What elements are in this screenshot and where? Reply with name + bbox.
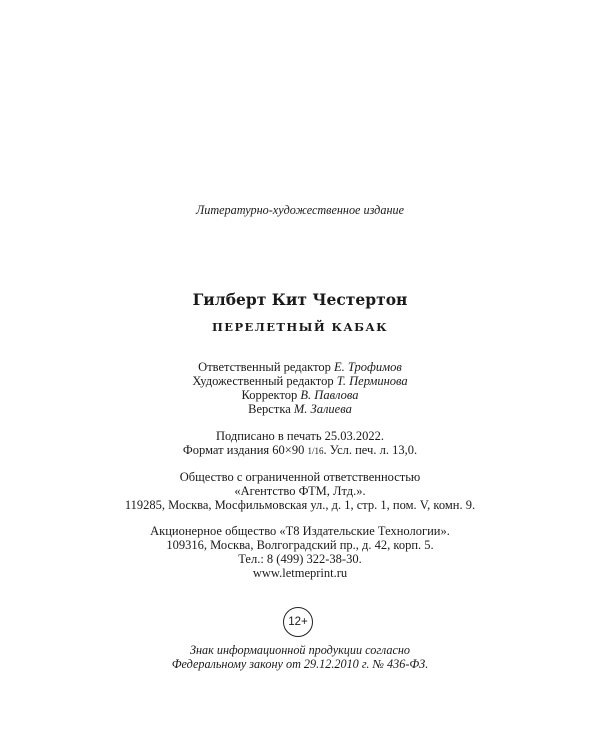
author-name: Гилберт Кит Честертон — [192, 290, 408, 309]
age-rating-badge: 12+ — [283, 607, 313, 637]
credit-name: М. Залиева — [293, 402, 352, 416]
format-prefix: Формат издания 60×90 — [182, 443, 305, 457]
printer-address: 109316, Москва, Волгоградский пр., д. 42, корп. 5. — [166, 538, 434, 552]
printer-website: www.letmeprint.ru — [252, 566, 348, 580]
credit-line — [0, 374, 600, 389]
format-suffix: . Усл. печ. л. 13,0. — [323, 443, 418, 457]
credit-line — [0, 402, 600, 417]
credit-line — [0, 388, 600, 403]
credit-role: Корректор — [241, 388, 298, 402]
credit-role: Художественный редактор — [192, 374, 334, 388]
book-title: ПЕРЕЛЕТНЫЙ КАБАК — [212, 320, 388, 334]
credit-line — [0, 360, 600, 375]
print-format — [0, 443, 600, 458]
credit-name: Т. Перминова — [336, 374, 408, 388]
credit-name: Е. Трофимов — [334, 360, 402, 374]
law-notice-line-1: Знак информационной продукции согласно — [189, 643, 411, 657]
credit-name: В. Павлова — [300, 388, 359, 402]
publisher-address: 119285, Москва, Мосфильмовская ул., д. 1, стр. 1, пом. V, комн. 9. — [124, 498, 476, 512]
format-fraction: 1/16 — [307, 446, 324, 456]
publisher-line-1: Общество с ограниченной ответственностью — [179, 470, 421, 484]
print-signed: Подписано в печать 25.03.2022. — [215, 429, 385, 443]
printer-name: Акционерное общество «Т8 Издательские Технологии». — [150, 524, 450, 538]
publisher-line-2: «Агентство ФТМ, Лтд.». — [234, 484, 366, 498]
credit-role: Ответственный редактор — [198, 360, 331, 374]
printer-phone: Тел.: 8 (499) 322-38-30. — [238, 552, 362, 566]
edition-type: Литературно-художественное издание — [196, 203, 404, 217]
law-notice-line-2: Федеральному закону от 29.12.2010 г. № 436-ФЗ. — [171, 657, 429, 671]
credit-role: Верстка — [248, 402, 291, 416]
